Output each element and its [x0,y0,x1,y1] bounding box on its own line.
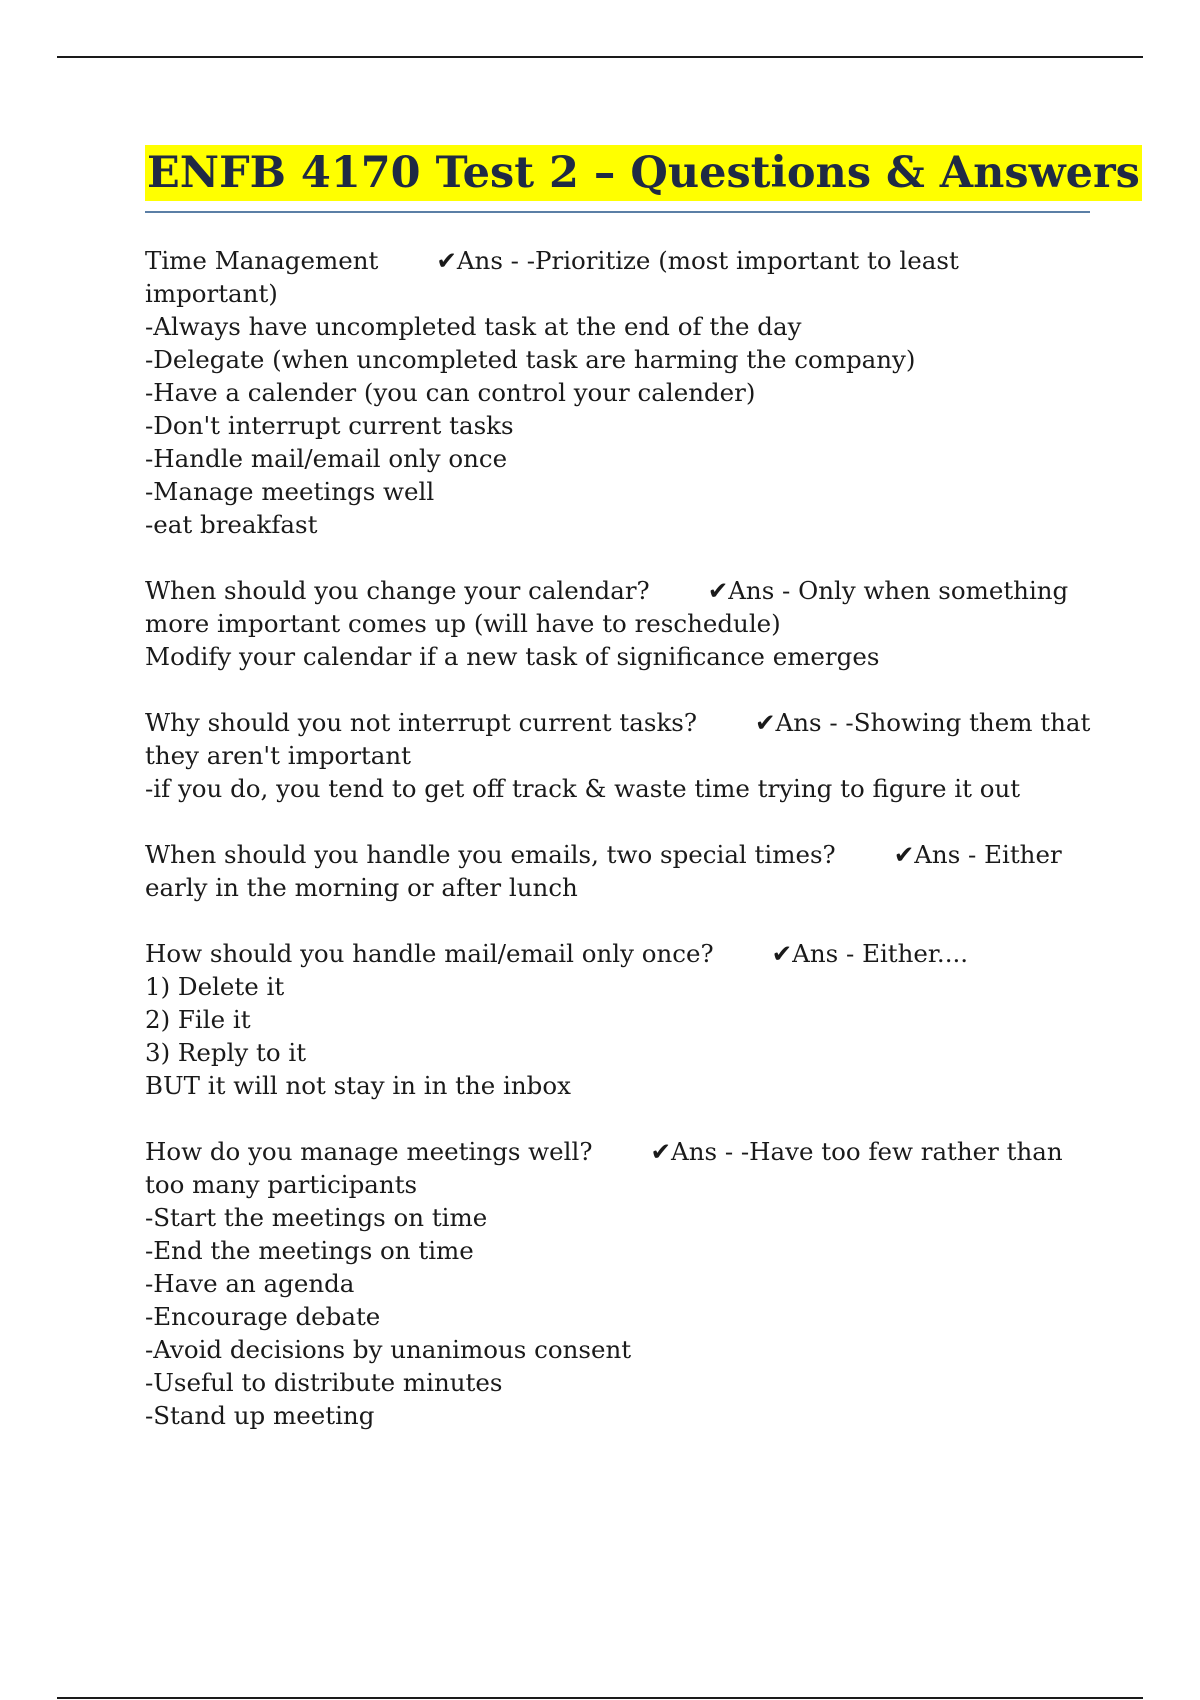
title-block [145,145,1140,213]
answer-line: 3) Reply to it [145,1038,307,1067]
qa-item [145,706,1095,805]
answer-line: -Handle mail/email only once [145,444,508,473]
answer-line: early in the morning or after lunch [145,873,578,902]
bottom-rule [57,1697,1143,1699]
answer-prefix: ✔Ans - Either [893,840,1062,869]
qa-first-line [145,244,1095,277]
answer-line: more important comes up (will have to reschedule) [145,609,781,638]
qa-item [145,937,1095,1102]
answer-line: too many participants [145,1170,418,1199]
answer-line: -End the meetings on time [145,1236,474,1265]
answer-line: 2) File it [145,1005,251,1034]
answer-line: -if you do, you tend to get off track & waste time trying to figure it out [145,774,1021,803]
answer-line: -Useful to distribute minutes [145,1368,503,1397]
top-rule [57,56,1143,58]
answer-line: -Stand up meeting [145,1401,375,1430]
answer-line: -Have an agenda [145,1269,355,1298]
answer-line: -eat breakfast [145,510,318,539]
qa-item [145,244,1095,541]
question-text: Why should you not interrupt current tasks? [145,708,697,737]
qa-item [145,1135,1095,1432]
answer-line: -Always have uncompleted task at the end of the day [145,312,802,341]
question-text: How do you manage meetings well? [145,1137,593,1166]
qa-first-line [145,574,1095,607]
qa-first-line [145,937,1095,970]
answer-line: -Delegate (when uncompleted task are harming the company) [145,345,916,374]
answer-line: -Avoid decisions by unanimous consent [145,1335,632,1364]
question-text: Time Management [145,246,379,275]
question-text: When should you change your calendar? [145,576,650,605]
answer-line: 1) Delete it [145,972,285,1001]
qa-list [145,244,1095,1465]
page-title: ENFB 4170 Test 2 – Questions & Answers [145,145,1142,201]
qa-item [145,574,1095,673]
question-text: When should you handle you emails, two special times? [145,840,836,869]
answer-line: -Have a calender (you can control your calender) [145,378,756,407]
answer-prefix: ✔Ans - Either.... [771,939,969,968]
question-text: How should you handle mail/email only once? [145,939,714,968]
qa-first-line [145,1135,1095,1168]
answer-line: BUT it will not stay in in the inbox [145,1071,571,1100]
answer-prefix: ✔Ans - Only when something [707,576,1069,605]
answer-prefix: ✔Ans - -Have too few rather than [650,1137,1063,1166]
qa-item [145,838,1095,904]
qa-first-line [145,838,1095,871]
answer-line: -Encourage debate [145,1302,381,1331]
answer-prefix: ✔Ans - -Showing them that [755,708,1091,737]
answer-line: -Start the meetings on time [145,1203,488,1232]
answer-line: -Don't interrupt current tasks [145,411,514,440]
qa-first-line [145,706,1095,739]
answer-line: important) [145,279,278,308]
answer-line: -Manage meetings well [145,477,435,506]
answer-line: Modify your calendar if a new task of significance emerges [145,642,880,671]
answer-prefix: ✔Ans - -Prioritize (most important to least [436,246,959,275]
answer-line: they aren't important [145,741,412,770]
